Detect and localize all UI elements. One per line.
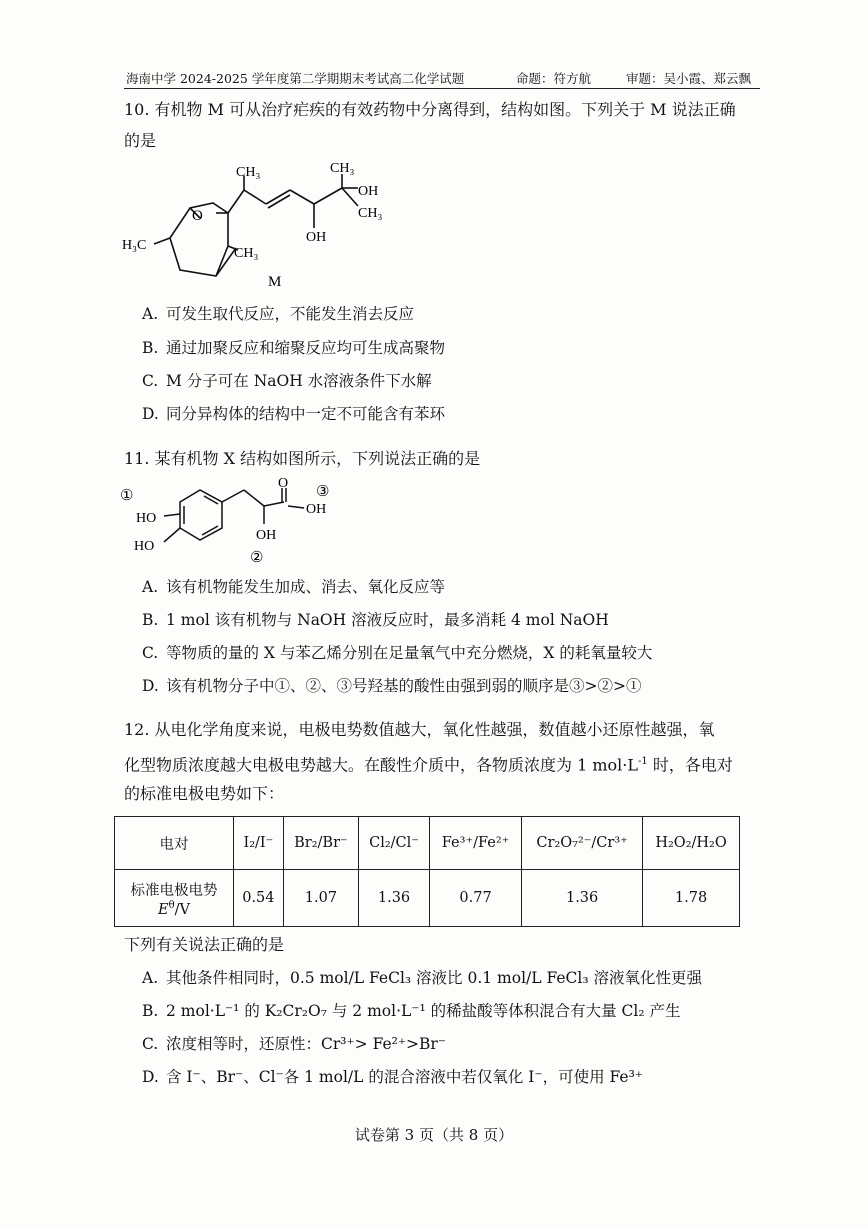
q10-figure-label: M: [268, 274, 282, 290]
q12-lead: 下列有关说法正确的是: [124, 935, 285, 954]
q10-option-a: A. 可发生取代反应，不能发生消去反应: [142, 305, 415, 323]
q10-stem-line2: 的是: [124, 131, 157, 150]
q11-option-c: C. 等物质的量的 X 与苯乙烯分别在足量氧气中充分燃烧，X 的耗氧量较大: [142, 644, 653, 662]
table-value-4: 0.77: [429, 870, 521, 927]
q10-ch3-left: H₃C: [122, 238, 147, 253]
q10-option-d: D. 同分异构体的结构中一定不可能含有苯环: [142, 405, 446, 423]
table-couple-2: Br₂/Br⁻: [283, 817, 358, 870]
table-value-2: 1.07: [283, 870, 358, 927]
q10-ch3-right: CH₃: [358, 206, 383, 221]
table-couple-3: Cl₂/Cl⁻: [359, 817, 430, 870]
table-value-5: 1.36: [522, 870, 643, 927]
table-value-1: 0.54: [234, 870, 284, 927]
table-couple-1: I₂/I⁻: [234, 817, 284, 870]
q10-oh-top: OH: [358, 184, 379, 199]
q10-option-c: C. M 分子可在 NaOH 水溶液条件下水解: [142, 372, 432, 390]
q12-potential-table: [114, 816, 740, 927]
q12-stem-line2: 化型物质浓度越大电极电势越大。在酸性介质中，各物质浓度为 1 $mol\cdot L^{-1}$ 时，各电对: [124, 755, 733, 775]
table-head-potential: 标准电极电势 $E^\theta/V$: [115, 870, 234, 927]
table-value-6: 1.78: [643, 870, 740, 927]
q11-stem: 11. 某有机物 X 结构如图所示，下列说法正确的是: [124, 449, 481, 468]
q11-option-a: A. 该有机物能发生加成、消去、氧化反应等: [142, 578, 446, 596]
q12-stem-line3: 的标准电极电势如下：: [124, 784, 285, 803]
page-header: [124, 66, 760, 89]
page-footer: 试卷第 3 页（共 8 页）: [354, 1126, 514, 1144]
table-value-3: 1.36: [359, 870, 430, 927]
q10-ch3-right-top: CH₃: [330, 161, 355, 176]
header-school: 海南中学 2024-2025 学年度第二学期期末考试高二化学试题: [126, 71, 465, 86]
q11-bonds: [164, 488, 304, 542]
table-couple-4: Fe³⁺/Fe²⁺: [429, 817, 521, 870]
header-reviewer: 审题：吴小霞、郑云飘: [626, 71, 752, 86]
q11-alcohol-oh: OH: [256, 528, 277, 543]
q11-option-b: B. 1 mol 该有机物与 NaOH 溶液反应时，最多消耗 4 mol NaOH: [142, 611, 609, 629]
q11-label-3: ③: [316, 484, 330, 500]
q10-option-b: B. 通过加聚反应和缩聚反应均可生成高聚物: [142, 339, 446, 357]
q10-oh-bottom: OH: [306, 230, 327, 245]
q10-stem-line1: 10. 有机物 M 可从治疗疟疾的有效药物中分离得到，结构如图。下列关于 M 说法正确: [124, 100, 736, 119]
q10-ch3-top: CH₃: [236, 165, 261, 180]
q12-stem-line1: 12. 从电化学角度来说，电极电势数值越大，氧化性越强，数值越小还原性越强，氧: [124, 720, 715, 739]
table-couple-6: H₂O₂/H₂O: [643, 817, 740, 870]
table-row-values: [115, 870, 740, 927]
q11-option-d: D. 该有机物分子中①、②、③号羟基的酸性由强到弱的顺序是③>②>①: [142, 677, 642, 695]
q12-option-b: B. 2 mol·L⁻¹ 的 K₂Cr₂O₇ 与 2 mol·L⁻¹ 的稀盐酸等体积混合有大量 Cl₂ 产生: [142, 1002, 681, 1020]
table-row-couples: [115, 817, 740, 870]
q11-ho-lower: HO: [134, 539, 155, 554]
q12-option-d: D. 含 I⁻、Br⁻、Cl⁻各 1 mol/L 的混合溶液中若仅氧化 I⁻，可使用 Fe³⁺: [142, 1068, 643, 1086]
q11-carbonyl-o: O: [278, 476, 289, 491]
table-couple-5: Cr₂O₇²⁻/Cr³⁺: [522, 817, 643, 870]
q12-option-c: C. 浓度相等时，还原性：Cr³⁺> Fe²⁺>Br⁻: [142, 1035, 447, 1053]
q11-ho-upper: HO: [136, 511, 157, 526]
q11-cooh-oh: OH: [306, 502, 327, 517]
q11-structure-diagram: [118, 476, 358, 568]
q10-ch3-bottom: CH₃: [234, 246, 259, 261]
header-author: 命题：符方航: [516, 71, 592, 86]
q10-o-ring: O: [192, 208, 203, 224]
q10-structure-diagram: [118, 158, 408, 296]
q11-label-1: ①: [120, 488, 134, 504]
q12-option-a: A. 其他条件相同时，0.5 mol/L FeCl₃ 溶液比 0.1 mol/L FeCl₃ 溶液氧化性更强: [142, 969, 703, 987]
table-head-couple: 电对: [115, 817, 234, 870]
q11-label-2: ②: [250, 550, 264, 566]
